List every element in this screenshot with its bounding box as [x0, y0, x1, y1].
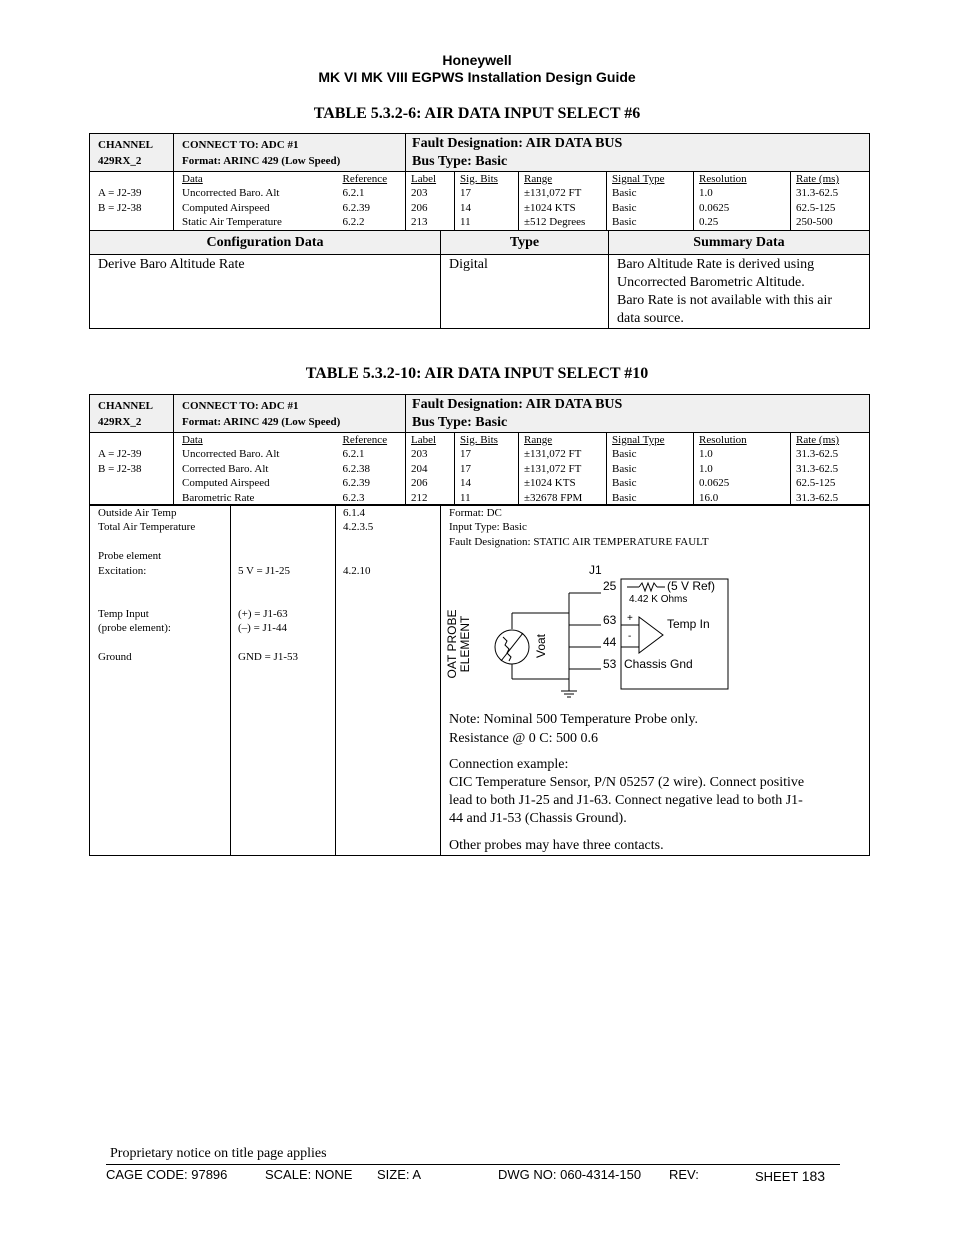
- summary-line: data source.: [617, 311, 684, 326]
- cell: 6.2.39: [342, 477, 370, 490]
- sheet-label: SHEET: [755, 1169, 799, 1184]
- cell: 6.2.2: [342, 216, 365, 229]
- table6: [89, 133, 870, 231]
- diagram-temp-in: Temp In: [667, 617, 710, 632]
- connect-to: CONNECT TO: ADC #1: [182, 139, 299, 151]
- table6-rate-col: [791, 172, 870, 231]
- cell: 206: [411, 201, 428, 214]
- table6-signal-type-col: [607, 172, 694, 231]
- footer-notice: Proprietary notice on title page applies: [110, 1146, 327, 1161]
- note-line: Resistance @ 0 C: 500 0.6: [449, 731, 598, 747]
- cell: 6.2.1: [342, 448, 365, 461]
- channel-label: CHANNEL: [98, 400, 154, 412]
- format: Format: ARINC 429 (Low Speed): [182, 416, 341, 428]
- table10: [89, 394, 870, 506]
- summary-line: Uncorrected Barometric Altitude.: [617, 275, 805, 290]
- summary-line: Baro Altitude Rate is derived using: [617, 257, 815, 272]
- cell: ±131,072 FT: [524, 187, 582, 200]
- config-data-cell: Derive Baro Altitude Rate: [90, 255, 441, 329]
- diagram-resistor-label: 4.42 K Ohms: [629, 594, 688, 606]
- oat-note: [449, 710, 869, 748]
- header-guide-title: MK VI MK VIII EGPWS Installation Design Guide: [318, 69, 636, 85]
- col-header-sig-bits: Sig. Bits: [460, 434, 498, 446]
- oat-pin: (+) = J1-63: [238, 607, 288, 620]
- example-line: lead to both J1-25 and J1-63. Connect negative lead to both J1-: [449, 793, 803, 809]
- cell: 11: [460, 491, 471, 504]
- cell: Uncorrected Baro. Alt: [182, 448, 280, 461]
- channel-label: CHANNEL: [98, 139, 154, 151]
- footer-cage-code: CAGE CODE: 97896: [106, 1167, 228, 1182]
- table10-connect-cell: [174, 395, 406, 433]
- col-header-resolution: Resolution: [699, 173, 747, 185]
- config-header-summary: Summary Data: [609, 231, 870, 255]
- cell: 1.0: [699, 448, 713, 461]
- cell: 206: [411, 477, 428, 490]
- footer-rev: REV:: [669, 1167, 699, 1182]
- cell: Basic: [612, 187, 637, 200]
- cell: Basic: [612, 448, 637, 461]
- oat-fault-designation: Fault Designation: STATIC AIR TEMPERATURE FAULT: [449, 535, 709, 548]
- pin-b: B = J2-38: [98, 462, 142, 475]
- cell: ±1024 KTS: [524, 477, 576, 490]
- col-header-data: Data: [182, 173, 203, 185]
- table6-range-col: [519, 172, 607, 231]
- cell: 14: [460, 477, 472, 490]
- col-header-signal-type: Signal Type: [612, 434, 665, 446]
- table6-label-col: [406, 172, 455, 231]
- cell: 31.3-62.5: [796, 462, 839, 475]
- summary-line: Baro Rate is not available with this air: [617, 293, 833, 308]
- config-header-type: Type: [441, 231, 609, 255]
- cell: Basic: [612, 462, 637, 475]
- config-header-data: Configuration Data: [90, 231, 441, 255]
- oat-ref: 4.2.10: [343, 564, 371, 577]
- diagram-chassis-gnd: Chassis Gnd: [624, 657, 693, 672]
- cell: ±32678 FPM: [524, 491, 583, 504]
- table10-channel-cell: [90, 395, 174, 433]
- col-header-data: Data: [182, 434, 203, 446]
- oat-format: Format: DC: [449, 507, 502, 519]
- cell: 6.2.38: [342, 462, 370, 475]
- cell: 11: [460, 216, 471, 229]
- cell: ±131,072 FT: [524, 462, 582, 475]
- oat-ref: 6.1.4: [343, 507, 365, 519]
- cell: 203: [411, 187, 428, 200]
- oat-pins-col: [231, 505, 336, 856]
- cell: 17: [460, 187, 472, 200]
- cell: Basic: [612, 216, 637, 229]
- diagram-plus: +: [627, 613, 633, 625]
- col-header-label: Label: [411, 434, 437, 446]
- cell: 17: [460, 462, 472, 475]
- cell: 6.2.1: [342, 187, 365, 200]
- cell: ±131,072 FT: [524, 448, 582, 461]
- cell: 6.2.39: [342, 201, 370, 214]
- connect-to: CONNECT TO: ADC #1: [182, 400, 299, 412]
- table10-fault-cell: [406, 395, 870, 433]
- oat-label: Outside Air Temp: [98, 507, 177, 519]
- cell: 1.0: [699, 462, 713, 475]
- header-company: Honeywell: [442, 52, 512, 68]
- table6-data-col: [174, 172, 335, 231]
- table6-fault-cell: [406, 134, 870, 172]
- cell: Computed Airspeed: [182, 201, 270, 214]
- oat-pin: (–) = J1-44: [238, 622, 287, 635]
- oat-wiring-diagram: [445, 549, 749, 699]
- oat-label: Probe element: [98, 550, 162, 563]
- cell: Basic: [612, 201, 637, 214]
- oat-ref: 4.2.3.5: [343, 521, 374, 534]
- note-line: Note: Nominal 500 Temperature Probe only.: [449, 712, 699, 728]
- table6-connect-cell: [174, 134, 406, 172]
- oat-input-type: Input Type: Basic: [449, 521, 527, 534]
- table6-resolution-col: [694, 172, 791, 231]
- col-header-reference: Reference: [342, 434, 388, 446]
- table10-range-col: [519, 433, 607, 506]
- cell: 17: [460, 448, 472, 461]
- oat-detail-col: [441, 505, 870, 856]
- diagram-minus: -: [628, 631, 632, 643]
- cell: Static Air Temperature: [182, 216, 282, 229]
- cell: 250-500: [796, 216, 833, 229]
- oat-refs-col: [336, 505, 441, 856]
- cell: Basic: [612, 491, 637, 504]
- fault-designation: Fault Designation: AIR DATA BUS: [412, 136, 623, 151]
- col-header-sig-bits: Sig. Bits: [460, 173, 498, 185]
- footer-rule: [106, 1164, 840, 1165]
- col-header-resolution: Resolution: [699, 434, 747, 446]
- cell: 6.2.3: [342, 491, 365, 504]
- diagram-pin-25: 25: [603, 579, 617, 594]
- example-line: CIC Temperature Sensor, P/N 05257 (2 wire). Connect positive: [449, 775, 805, 791]
- pin-a: A = J2-39: [98, 187, 142, 200]
- oat-other-probes: Other probes may have three contacts.: [449, 838, 664, 854]
- config-type-cell: Digital: [441, 255, 609, 329]
- table10-label-col: [406, 433, 455, 506]
- bus-type: Bus Type: Basic: [412, 154, 508, 169]
- table6-pins-cell: [90, 172, 174, 231]
- cell: Corrected Baro. Alt: [182, 462, 269, 475]
- cell: 203: [411, 448, 428, 461]
- cell: 31.3-62.5: [796, 448, 839, 461]
- footer-sheet: [755, 1168, 825, 1184]
- probe-label-line: ELEMENT: [458, 615, 472, 673]
- cell: 0.0625: [699, 201, 730, 214]
- col-header-label: Label: [411, 173, 437, 185]
- col-header-rate: Rate (ms): [796, 434, 840, 446]
- oat-label: Ground: [98, 651, 132, 664]
- table10-title: TABLE 5.3.2-10: AIR DATA INPUT SELECT #10: [305, 365, 649, 382]
- config-summary-cell: [609, 255, 870, 329]
- pin-a: A = J2-39: [98, 448, 142, 461]
- oat-label: Total Air Temperature: [98, 521, 196, 534]
- cell: Basic: [612, 477, 637, 490]
- cell: 62.5-125: [796, 201, 836, 214]
- cell: 14: [460, 201, 472, 214]
- diagram-probe-label: [446, 604, 472, 684]
- channel-id: 429RX_2: [98, 155, 142, 167]
- cell: 16.0: [699, 491, 719, 504]
- table10-resolution-col: [694, 433, 791, 506]
- table10-data-col: [174, 433, 335, 506]
- example-line: 44 and J1-53 (Chassis Ground).: [449, 811, 627, 827]
- table10-pins-cell: [90, 433, 174, 506]
- footer-scale: SCALE: NONE: [265, 1167, 353, 1182]
- cell: 31.3-62.5: [796, 491, 839, 504]
- footer-dwg-no: DWG NO: 060-4314-150: [498, 1167, 642, 1182]
- cell: 0.25: [699, 216, 719, 229]
- diagram-voat-label: Voat: [534, 634, 549, 659]
- cell: ±512 Degrees: [524, 216, 586, 229]
- oat-pin: GND = J1-53: [238, 651, 298, 663]
- cell: 1.0: [699, 187, 713, 200]
- table10-rate-col: [791, 433, 870, 506]
- diagram-pin-53: 53: [603, 657, 617, 672]
- diagram-pin-63: 63: [603, 613, 617, 628]
- col-header-reference: Reference: [342, 173, 388, 185]
- col-header-signal-type: Signal Type: [612, 173, 665, 185]
- table10-sigbits-col: [455, 433, 519, 506]
- cell: 62.5-125: [796, 477, 836, 490]
- example-title: Connection example:: [449, 757, 569, 773]
- cell: Computed Airspeed: [182, 477, 270, 490]
- oat-label: Excitation:: [98, 564, 147, 577]
- cell: ±1024 KTS: [524, 201, 576, 214]
- format: Format: ARINC 429 (Low Speed): [182, 155, 341, 167]
- table10-reference-col: [335, 433, 406, 506]
- table6-sigbits-col: [455, 172, 519, 231]
- table6-channel-cell: [90, 134, 174, 172]
- table10-signal-type-col: [607, 433, 694, 506]
- cell: 213: [411, 216, 428, 229]
- bus-type: Bus Type: Basic: [412, 415, 508, 430]
- diagram-ref-label: (5 V Ref): [667, 579, 716, 594]
- oat-label: Temp Input: [98, 607, 149, 620]
- table6-reference-col: [335, 172, 406, 231]
- fault-designation: Fault Designation: AIR DATA BUS: [412, 397, 623, 412]
- cell: 212: [411, 491, 428, 504]
- table6-title: TABLE 5.3.2-6: AIR DATA INPUT SELECT #6: [313, 105, 641, 122]
- cell: 31.3-62.5: [796, 187, 839, 200]
- oat-labels-col: [90, 505, 231, 856]
- cell: Uncorrected Baro. Alt: [182, 187, 280, 200]
- col-header-rate: Rate (ms): [796, 173, 840, 185]
- cell: 0.0625: [699, 477, 730, 490]
- table6-config: [89, 230, 870, 329]
- channel-id: 429RX_2: [98, 416, 142, 428]
- footer-size: SIZE: A: [377, 1167, 422, 1182]
- oat-label: (probe element):: [98, 622, 171, 635]
- cell: 204: [411, 462, 428, 475]
- probe-label-line: OAT PROBE: [445, 609, 459, 679]
- diagram-connector-label: J1: [589, 563, 602, 578]
- oat-connection-example: [449, 756, 869, 828]
- sheet-number: 183: [801, 1168, 826, 1184]
- diagram-pin-44: 44: [603, 635, 617, 650]
- col-header-range: Range: [524, 434, 553, 446]
- pin-b: B = J2-38: [98, 201, 142, 214]
- table10-oat-section: [89, 504, 870, 856]
- oat-pin: 5 V = J1-25: [238, 564, 290, 577]
- cell: Barometric Rate: [182, 491, 255, 504]
- col-header-range: Range: [524, 173, 553, 185]
